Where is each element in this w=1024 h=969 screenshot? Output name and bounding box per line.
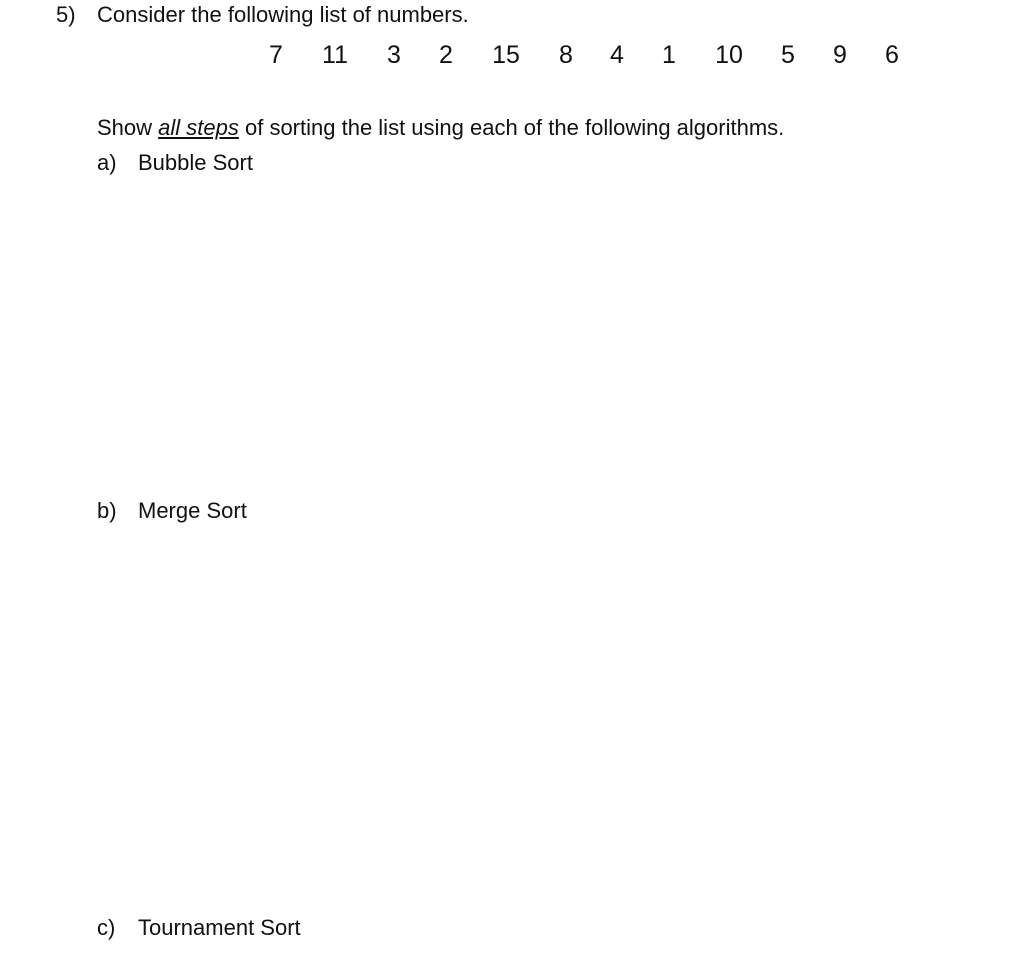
- part-b-letter: b): [97, 498, 117, 523]
- instruction-tail: of sorting the list using each of the following algorithms.: [238, 115, 785, 140]
- number-item: 2: [439, 41, 453, 69]
- part-c-label: Tournament Sort: [138, 915, 301, 940]
- number-item: 9: [833, 41, 847, 69]
- number-item: 4: [610, 41, 624, 69]
- number-item: 6: [885, 41, 899, 69]
- number-item: 5: [781, 41, 795, 69]
- number-item: 3: [387, 41, 401, 69]
- instruction-emphasis: all steps: [158, 115, 239, 140]
- number-list: [255, 40, 915, 70]
- question-prompt: Consider the following list of numbers.: [97, 2, 469, 27]
- number-item: 11: [322, 41, 348, 69]
- instruction-lead: Show: [97, 115, 159, 140]
- number-item: 1: [662, 41, 676, 69]
- number-item: 7: [269, 41, 283, 69]
- part-c-letter: c): [97, 915, 116, 940]
- part-b-label: Merge Sort: [138, 498, 247, 523]
- part-a-letter: a): [97, 150, 117, 175]
- number-item: 15: [492, 41, 520, 69]
- instruction: [97, 115, 784, 141]
- question-number: 5): [56, 2, 76, 27]
- number-item: 10: [715, 41, 743, 69]
- part-a-label: Bubble Sort: [138, 150, 253, 175]
- number-item: 8: [559, 41, 573, 69]
